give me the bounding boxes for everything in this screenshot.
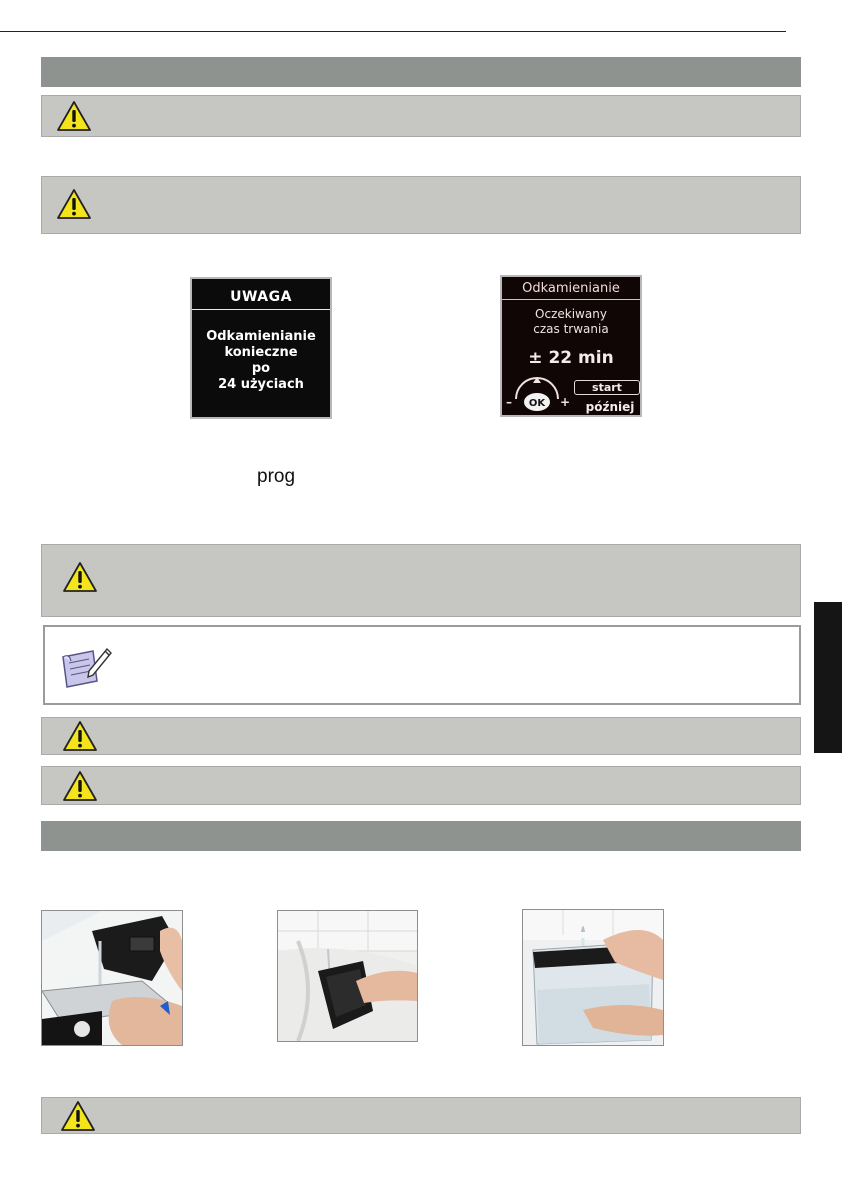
warning-triangle-icon [56,188,92,220]
note-box [43,625,801,705]
header-rule [0,31,786,32]
ok-label: OK [528,398,546,409]
warning-triangle-icon [62,770,98,802]
warning-box [41,176,801,234]
display-screen-odkamienianie: Odkamienianie Oczekiwany czas trwania ± 22 min OK – + start później [500,275,642,417]
display-divider [192,309,330,310]
ok-dial-icon [502,375,572,415]
section-header-bar [41,821,801,851]
minus-label: – [506,395,512,409]
photo-emptying-container [277,910,418,1042]
warning-box [41,95,801,137]
warning-box [41,717,801,755]
later-option: później [585,400,635,414]
warning-box [41,766,801,805]
display-screen-uwaga [190,277,332,419]
section-header-bar [41,57,801,87]
warning-triangle-icon [56,100,92,132]
display-divider [502,299,640,300]
warning-triangle-icon [62,561,98,593]
duration-value: ± 22 min [528,348,614,368]
photo-removing-drip-tray [41,910,183,1046]
warning-box [41,544,801,617]
note-pen-icon [59,641,115,691]
body-text: prog [257,466,296,487]
photo-rinsing-water-tank [522,909,664,1046]
plus-label: + [560,395,571,409]
warning-box [41,1097,801,1134]
display-title: Odkamienianie [522,281,620,296]
warning-triangle-icon [62,720,98,752]
start-option: start [574,380,640,395]
warning-triangle-icon [60,1100,96,1132]
language-side-tab [814,602,842,753]
display-title: UWAGA [230,289,292,305]
display-message: Odkamienianie konieczne po 24 użyciach [206,329,316,392]
